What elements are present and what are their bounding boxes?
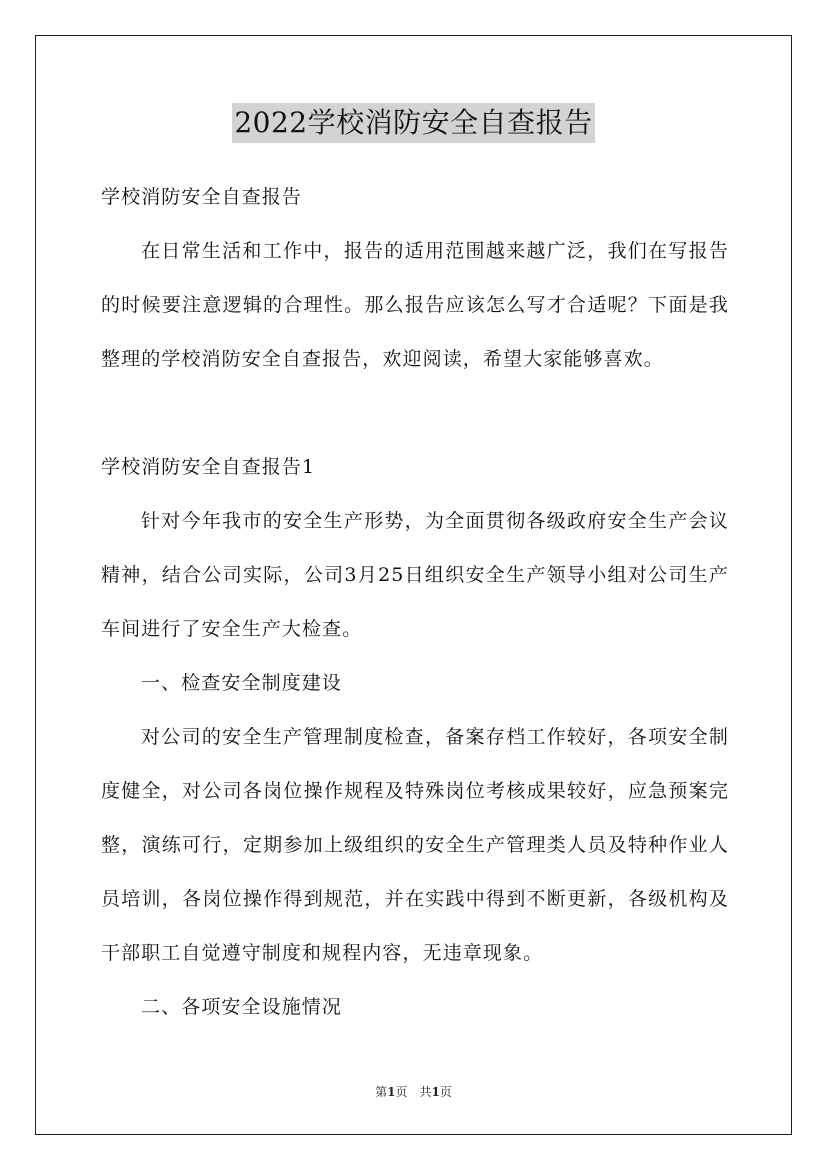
body-paragraph: 对公司的安全生产管理制度检查，备案存档工作较好，各项安全制度健全，对公司各岗位操作规程及特殊岗位考核成果较好，应急预案完整，演练可行，定期参加上级组织的安全生产管理类人员及特种作业人员培训，各岗位操作得到规范，并在实践中得到不断更新，各级机构及干部职工自觉遵守制度和规程内容，无违章现象。 [101, 726, 729, 964]
blank-line [101, 386, 729, 440]
page-current: 1 [387, 1085, 396, 1099]
section-heading: 学校消防安全自查报告1 [101, 456, 316, 478]
title-wrap [0, 103, 827, 143]
page-suffix: 页 [439, 1085, 452, 1099]
sub-heading: 一、检查安全制度建设 [141, 672, 343, 694]
document-body [101, 170, 729, 1034]
page-footer [0, 1083, 827, 1100]
body-paragraph: 针对今年我市的安全生产形势，为全面贯彻各级政府安全生产会议精神，结合公司实际，公司3月25日组织安全生产领导小组对公司生产车间进行了安全生产大检查。 [101, 510, 729, 640]
document-title: 2022学校消防安全自查报告 [232, 103, 594, 143]
page-mid: 页 共 [395, 1085, 432, 1099]
page-total: 1 [431, 1085, 440, 1099]
page-prefix: 第 [375, 1085, 388, 1099]
intro-paragraph: 在日常生活和工作中，报告的适用范围越来越广泛，我们在写报告的时候要注意逻辑的合理性。那么报告应该怎么写才合适呢？下面是我整理的学校消防安全自查报告，欢迎阅读，希望大家能够喜欢。 [101, 240, 729, 370]
sub-heading: 二、各项安全设施情况 [141, 996, 343, 1018]
subtitle: 学校消防安全自查报告 [101, 186, 303, 208]
